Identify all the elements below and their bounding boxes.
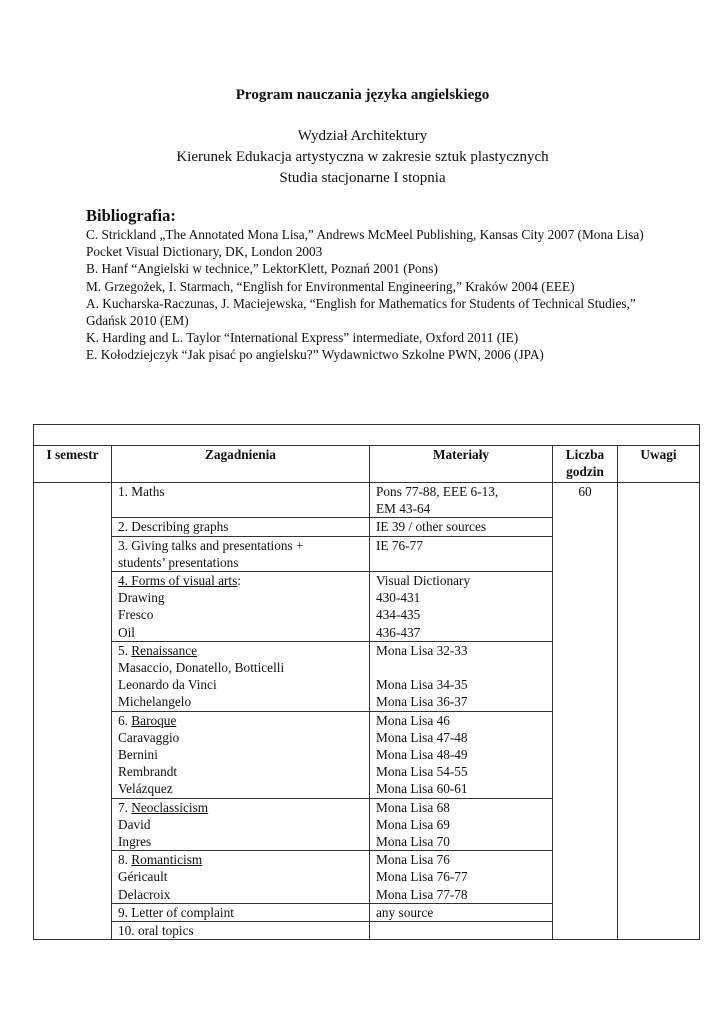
material-line: Mona Lisa 69 (376, 816, 450, 832)
topic-heading (118, 851, 363, 868)
topic-cell (112, 851, 370, 904)
topic-heading-label: Neoclassicism (131, 799, 209, 815)
material-line: any source (376, 904, 434, 920)
topic-number: 6. (118, 712, 132, 728)
topic-heading (118, 712, 363, 729)
topic-cell (112, 518, 370, 536)
materials-cell (370, 518, 553, 536)
topic-heading (118, 572, 363, 589)
material-line: IE 39 / other sources (376, 519, 487, 535)
topic-line: Leonardo da Vinci (118, 677, 217, 693)
header-topics: Zagadnienia (112, 446, 370, 483)
materials-cell (370, 536, 553, 571)
table-top-empty-row (34, 425, 700, 446)
material-line: 434-435 (376, 607, 421, 623)
topic-line: Bernini (118, 747, 158, 763)
material-line: IE 76-77 (376, 537, 423, 553)
page-title: Program nauczania języka angielskiego (235, 87, 490, 103)
topic-cell (112, 798, 370, 851)
material-line: Visual Dictionary (376, 573, 471, 589)
topic-line: Fresco (118, 607, 154, 623)
topic-cell (112, 536, 370, 571)
materials-cell (370, 572, 553, 642)
topic-line: Oil (118, 624, 135, 640)
material-line (376, 922, 546, 939)
bibliography-item: A. Kucharska-Raczunas, J. Maciejewska, “English for Mathematics for Students of Technical Studies,” Gdańsk 2010 (EM) (86, 295, 636, 329)
topic-number: 8. (118, 852, 132, 868)
bibliography-item: Pocket Visual Dictionary, DK, London 2003 (86, 244, 323, 260)
topic-heading-label: 4. Forms of visual arts (118, 573, 238, 589)
material-line: Mona Lisa 77-78 (376, 886, 468, 902)
topic-line: 3. Giving talks and presentations + (118, 537, 304, 553)
topic-line: David (118, 816, 151, 832)
topic-line: Ingres (118, 834, 152, 850)
materials-cell (370, 851, 553, 904)
bibliography-heading: Bibliografia: (86, 206, 176, 225)
material-line: EM 43-64 (376, 501, 431, 517)
semester-cell (34, 483, 112, 940)
topic-line: Velázquez (118, 781, 173, 797)
topic-number: 5. (118, 642, 132, 658)
header-hours: Liczba godzin (553, 446, 618, 483)
material-line: Mona Lisa 54-55 (376, 764, 468, 780)
topic-cell (112, 711, 370, 798)
bibliography-item: K. Harding and L. Taylor “International Express” intermediate, Oxford 2011 (IE) (86, 330, 519, 346)
materials-cell (370, 641, 553, 711)
material-line (376, 659, 546, 676)
material-line: Mona Lisa 36-37 (376, 694, 468, 710)
topic-line: students’ presentations (118, 554, 239, 570)
materials-cell (370, 903, 553, 921)
material-line: Mona Lisa 76-77 (376, 869, 468, 885)
topic-line: 9. Letter of complaint (118, 904, 234, 920)
material-line: Mona Lisa 76 (376, 852, 450, 868)
topic-cell (112, 641, 370, 711)
material-line: Mona Lisa 48-49 (376, 747, 468, 763)
bibliography-item: B. Hanf “Angielski w technice,” LektorKlett, Poznań 2001 (Pons) (86, 261, 438, 277)
table-row (34, 483, 700, 518)
materials-cell (370, 798, 553, 851)
header-semester: I semestr (34, 446, 112, 483)
table-body (34, 483, 700, 940)
topic-cell (112, 572, 370, 642)
direction-line: Kierunek Edukacja artystyczna w zakresie sztuk plastycznych (176, 149, 549, 165)
topic-cell (112, 483, 370, 518)
topic-heading-label: Romanticism (131, 852, 203, 868)
table-header-row (34, 446, 700, 483)
bibliography-item: C. Strickland „The Annotated Mona Lisa,” Andrews McMeel Publishing, Kansas City 2007 (Mona Lisa) (86, 227, 644, 242)
topic-cell (112, 903, 370, 921)
topic-line: Masaccio, Donatello, Botticelli (118, 660, 285, 676)
topic-line: Rembrandt (118, 764, 178, 780)
topic-heading-suffix: : (237, 573, 241, 589)
topic-heading (118, 799, 363, 816)
materials-cell (370, 922, 553, 940)
empty-cell (34, 425, 700, 446)
material-line: Mona Lisa 34-35 (376, 677, 468, 693)
curriculum-table (33, 424, 700, 940)
notes-cell (618, 483, 700, 940)
topic-line: Caravaggio (118, 729, 180, 745)
topic-heading-label: Baroque (131, 712, 177, 728)
header-materials: Materiały (370, 446, 553, 483)
materials-cell (370, 711, 553, 798)
material-line: Mona Lisa 46 (376, 712, 450, 728)
bibliography-item: M. Grzegożek, I. Starmach, “English for Environmental Engineering,” Kraków 2004 (EEE) (86, 278, 575, 294)
studies-line: Studia stacjonarne I stopnia (279, 170, 446, 186)
topic-line: Géricault (118, 869, 168, 885)
materials-cell (370, 483, 553, 518)
topic-cell (112, 922, 370, 940)
faculty-line: Wydział Architektury (297, 128, 428, 144)
material-line: 436-437 (376, 624, 421, 640)
hours-cell: 60 (553, 483, 618, 940)
material-line: Mona Lisa 60-61 (376, 781, 468, 797)
topic-heading-label: Renaissance (131, 642, 198, 658)
topic-line: 10. oral topics (118, 923, 194, 939)
material-line: Mona Lisa 70 (376, 834, 450, 850)
topic-line: Michelangelo (118, 694, 192, 710)
topic-line: Drawing (118, 590, 165, 606)
material-line: 430-431 (376, 590, 421, 606)
topic-line: Delacroix (118, 886, 171, 902)
topic-line: 2. Describing graphs (118, 519, 229, 535)
material-line: Pons 77-88, EEE 6-13, (376, 484, 499, 499)
material-line: Mona Lisa 32-33 (376, 642, 468, 658)
topic-heading (118, 642, 363, 659)
material-line: Mona Lisa 68 (376, 799, 450, 815)
topic-line: 1. Maths (118, 484, 165, 499)
topic-number: 7. (118, 799, 132, 815)
bibliography-item: E. Kołodziejczyk “Jak pisać po angielsku?” Wydawnictwo Szkolne PWN, 2006 (JPA) (86, 347, 544, 363)
bibliography-list (86, 226, 676, 364)
header-notes: Uwagi (618, 446, 700, 483)
material-line: Mona Lisa 47-48 (376, 729, 468, 745)
